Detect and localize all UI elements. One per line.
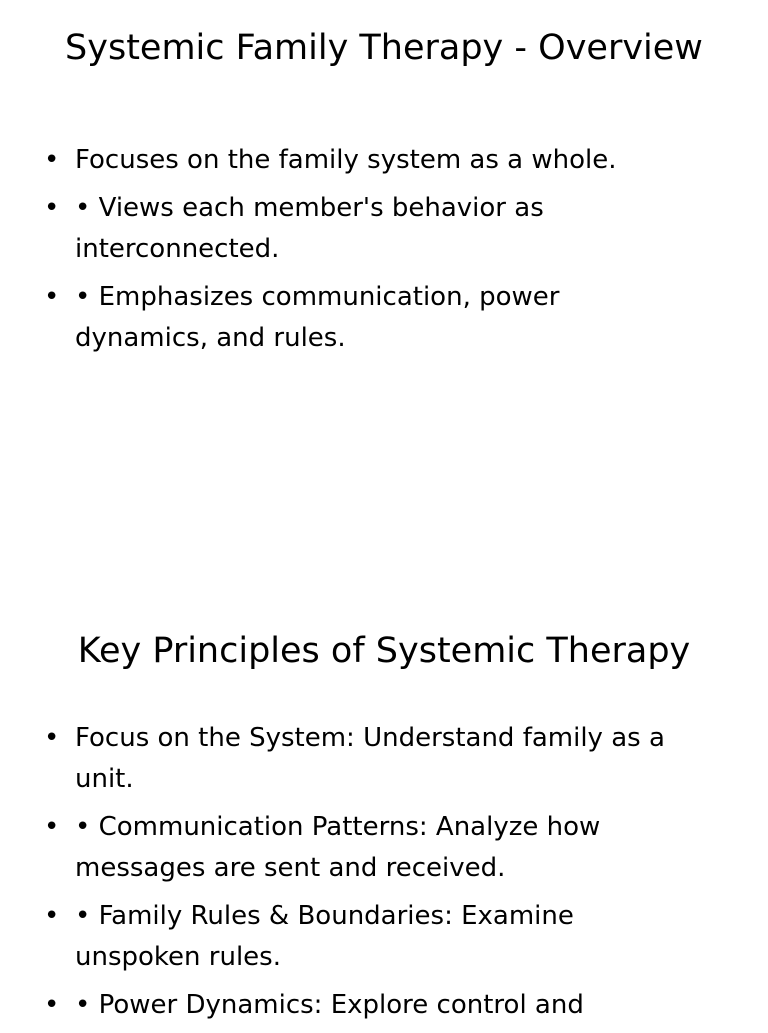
bullet-marker: • [44,282,60,312]
bullet-item [40,188,700,270]
bullet-text: Focuses on the family system as a whole. [75,145,617,175]
bullet-text: • Emphasizes communication, power dynamics, and rules. [75,282,560,353]
bullet-list [40,140,700,366]
bullet-marker: • [44,901,60,931]
bullet-list [40,718,700,1033]
bullet-item [40,277,700,359]
bullet-text: Focus on the System: Understand family as a unit. [75,723,665,794]
bullet-item [40,140,700,181]
bullet-marker: • [44,145,60,175]
bullet-marker: • [44,990,60,1020]
bullet-marker: • [44,723,60,753]
slide-overview [0,0,768,512]
bullet-marker: • [44,193,60,223]
slide-title: Key Principles of Systemic Therapy [77,631,691,671]
slide-title: Systemic Family Therapy - Overview [65,28,703,68]
bullet-text: • Communication Patterns: Analyze how messages are sent and received. [75,812,601,883]
bullet-item [40,985,700,1026]
bullet-text: • Views each member's behavior as interconnected. [75,193,544,264]
bullet-marker: • [44,812,60,842]
slide-key-principles [0,512,768,1024]
bullet-item [40,807,700,889]
bullet-text: • Power Dynamics: Explore control and [75,990,584,1020]
bullet-item [40,896,700,978]
bullet-item [40,718,700,800]
bullet-text: • Family Rules & Boundaries: Examine unspoken rules. [75,901,574,972]
